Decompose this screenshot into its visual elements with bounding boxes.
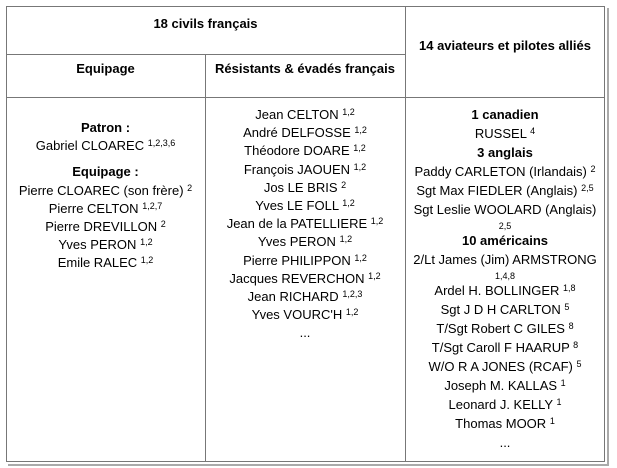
person-entry [205, 288, 405, 306]
person-name: Joseph M. KALLAS [444, 378, 558, 393]
person-name: Yves PERON [257, 234, 336, 250]
footnote-refs: 5 [576, 359, 582, 369]
patron-list [6, 137, 205, 155]
person-entry [205, 306, 405, 324]
person-entry [405, 124, 605, 143]
resistants-header [205, 61, 405, 76]
americains-list [405, 250, 605, 433]
person-entry [205, 161, 405, 179]
person-entry [6, 236, 205, 254]
person-entry [405, 300, 605, 319]
equipage-heading: Equipage : [72, 164, 139, 180]
footnote-refs-line [405, 269, 605, 281]
person-entry [205, 142, 405, 160]
americains-heading: 10 américains [461, 233, 548, 248]
equipage-header [6, 61, 205, 76]
person-name: W/O R A JONES (RCAF) [428, 359, 573, 374]
person-entry [405, 181, 605, 200]
person-entry [6, 218, 205, 236]
person-name: Jos LE BRIS [263, 179, 338, 195]
equipage-title: Equipage [76, 61, 135, 76]
patron-heading: Patron : [80, 120, 131, 135]
aviateurs-header [405, 38, 605, 53]
footnote-refs: 1,4,8 [494, 271, 516, 281]
person-name: Sgt Leslie WOOLARD (Anglais) [413, 202, 597, 217]
person-entry [205, 215, 405, 233]
person-entry [205, 233, 405, 251]
footnote-refs: 2 [187, 182, 193, 193]
footnote-refs: 1,2 [345, 307, 359, 318]
person-name: Pierre CLOAREC (son frère) [18, 182, 184, 198]
person-name: T/Sgt Robert C GILES [436, 321, 565, 336]
civils-header [6, 16, 405, 31]
footnote-refs: 1,2 [342, 107, 355, 117]
footnote-refs: 8 [568, 321, 574, 331]
person-entry [205, 179, 405, 197]
person-name: Théodore DOARE [244, 143, 350, 159]
footnote-refs: 1 [549, 416, 555, 426]
person-entry [405, 250, 605, 269]
footnote-refs: 1 [560, 378, 566, 388]
person-entry [205, 106, 405, 124]
footnote-refs: 1,2,7 [142, 200, 163, 211]
equipage-column [6, 119, 205, 273]
person-name: Emile RALEC [57, 255, 138, 271]
civils-title: 18 civils français [153, 16, 258, 31]
footnote-refs: 2 [590, 164, 596, 174]
aviateurs-more: ... [499, 435, 511, 450]
footnote-refs: 1,2 [354, 252, 367, 263]
resistants-title: Résistants & évadés français [215, 61, 395, 76]
person-entry [205, 197, 405, 215]
footnote-refs: 1,2 [140, 255, 154, 266]
footnote-refs: 4 [530, 126, 536, 136]
footnote-refs: 1,8 [563, 283, 576, 293]
person-name: Yves PERON [58, 237, 137, 253]
person-name: Yves VOURC'H [251, 307, 343, 323]
anglais-heading: 3 anglais [477, 145, 533, 160]
person-entry [405, 395, 605, 414]
person-name: T/Sgt Caroll F HAARUP [431, 340, 570, 355]
anglais-list [405, 162, 605, 231]
person-entry [6, 254, 205, 272]
footnote-refs: 1,2 [140, 237, 153, 248]
footnote-refs: 2 [160, 219, 166, 230]
person-name: Yves LE FOLL [255, 198, 339, 214]
footnote-refs: 1,2 [353, 161, 367, 172]
resistants-more: ... [299, 325, 311, 341]
person-entry [205, 124, 405, 142]
equipage-list [6, 182, 205, 273]
person-name: Pierre PHILIPPON [243, 252, 351, 268]
person-entry [205, 270, 405, 288]
footnote-refs: 2,5 [498, 221, 512, 231]
person-name: Paddy CARLETON (Irlandais) [414, 164, 587, 179]
person-entry [405, 200, 605, 219]
footnote-refs: 2 [341, 179, 347, 190]
person-entry [405, 357, 605, 376]
footnote-refs: 1,2 [368, 270, 381, 281]
aviateurs-column [405, 105, 605, 452]
footnote-refs: 1,2,3 [342, 289, 363, 300]
divider-h-header [6, 97, 605, 98]
person-entry [405, 338, 605, 357]
footnote-refs: 5 [564, 302, 570, 312]
footnote-refs: 1,2 [339, 234, 353, 245]
person-name: Ardel H. BOLLINGER [434, 283, 560, 298]
person-entry [405, 162, 605, 181]
canadien-heading: 1 canadien [471, 107, 539, 122]
person-name: André DELFOSSE [243, 125, 351, 141]
person-name: Gabriel CLOAREC [35, 138, 145, 154]
person-entry [6, 182, 205, 200]
person-name: Leonard J. KELLY [448, 397, 553, 412]
person-name: Thomas MOOR [455, 416, 547, 431]
person-entry [205, 252, 405, 270]
person-name: RUSSEL [474, 126, 527, 141]
person-name: Jean RICHARD [247, 289, 339, 305]
person-entry [6, 137, 205, 155]
person-name: Pierre DREVILLON [45, 219, 158, 235]
canadien-list [405, 124, 605, 143]
footnote-refs: 1,2,3,6 [147, 138, 176, 149]
footnote-refs: 8 [573, 340, 579, 350]
footnote-refs: 1,2 [342, 198, 355, 209]
resistants-list [205, 106, 405, 324]
person-entry [405, 281, 605, 300]
person-name: Jean CELTON [255, 107, 339, 122]
person-entry [405, 319, 605, 338]
divider-h-top [6, 54, 405, 55]
footnote-refs: 2,5 [581, 183, 594, 193]
person-name: Jacques REVERCHON [229, 270, 365, 286]
resistants-column [205, 106, 405, 343]
person-name: Sgt Max FIEDLER (Anglais) [416, 183, 578, 198]
footnote-refs: 1 [556, 397, 562, 407]
person-name: 2/Lt James (Jim) ARMSTRONG [413, 252, 597, 267]
aviateurs-title: 14 aviateurs et pilotes alliés [419, 38, 591, 53]
person-entry [6, 200, 205, 218]
footnote-refs: 1,2 [353, 143, 366, 154]
person-entry [405, 376, 605, 395]
person-name: Sgt J D H CARLTON [440, 302, 561, 317]
footnote-refs: 1,2 [370, 216, 384, 227]
person-name: Jean de la PATELLIERE [226, 216, 368, 232]
footnote-refs-line [405, 219, 605, 231]
footnote-refs: 1,2 [354, 125, 367, 136]
person-name: Pierre CELTON [48, 200, 139, 216]
person-name: François JAOUEN [243, 161, 351, 177]
person-entry [405, 414, 605, 433]
